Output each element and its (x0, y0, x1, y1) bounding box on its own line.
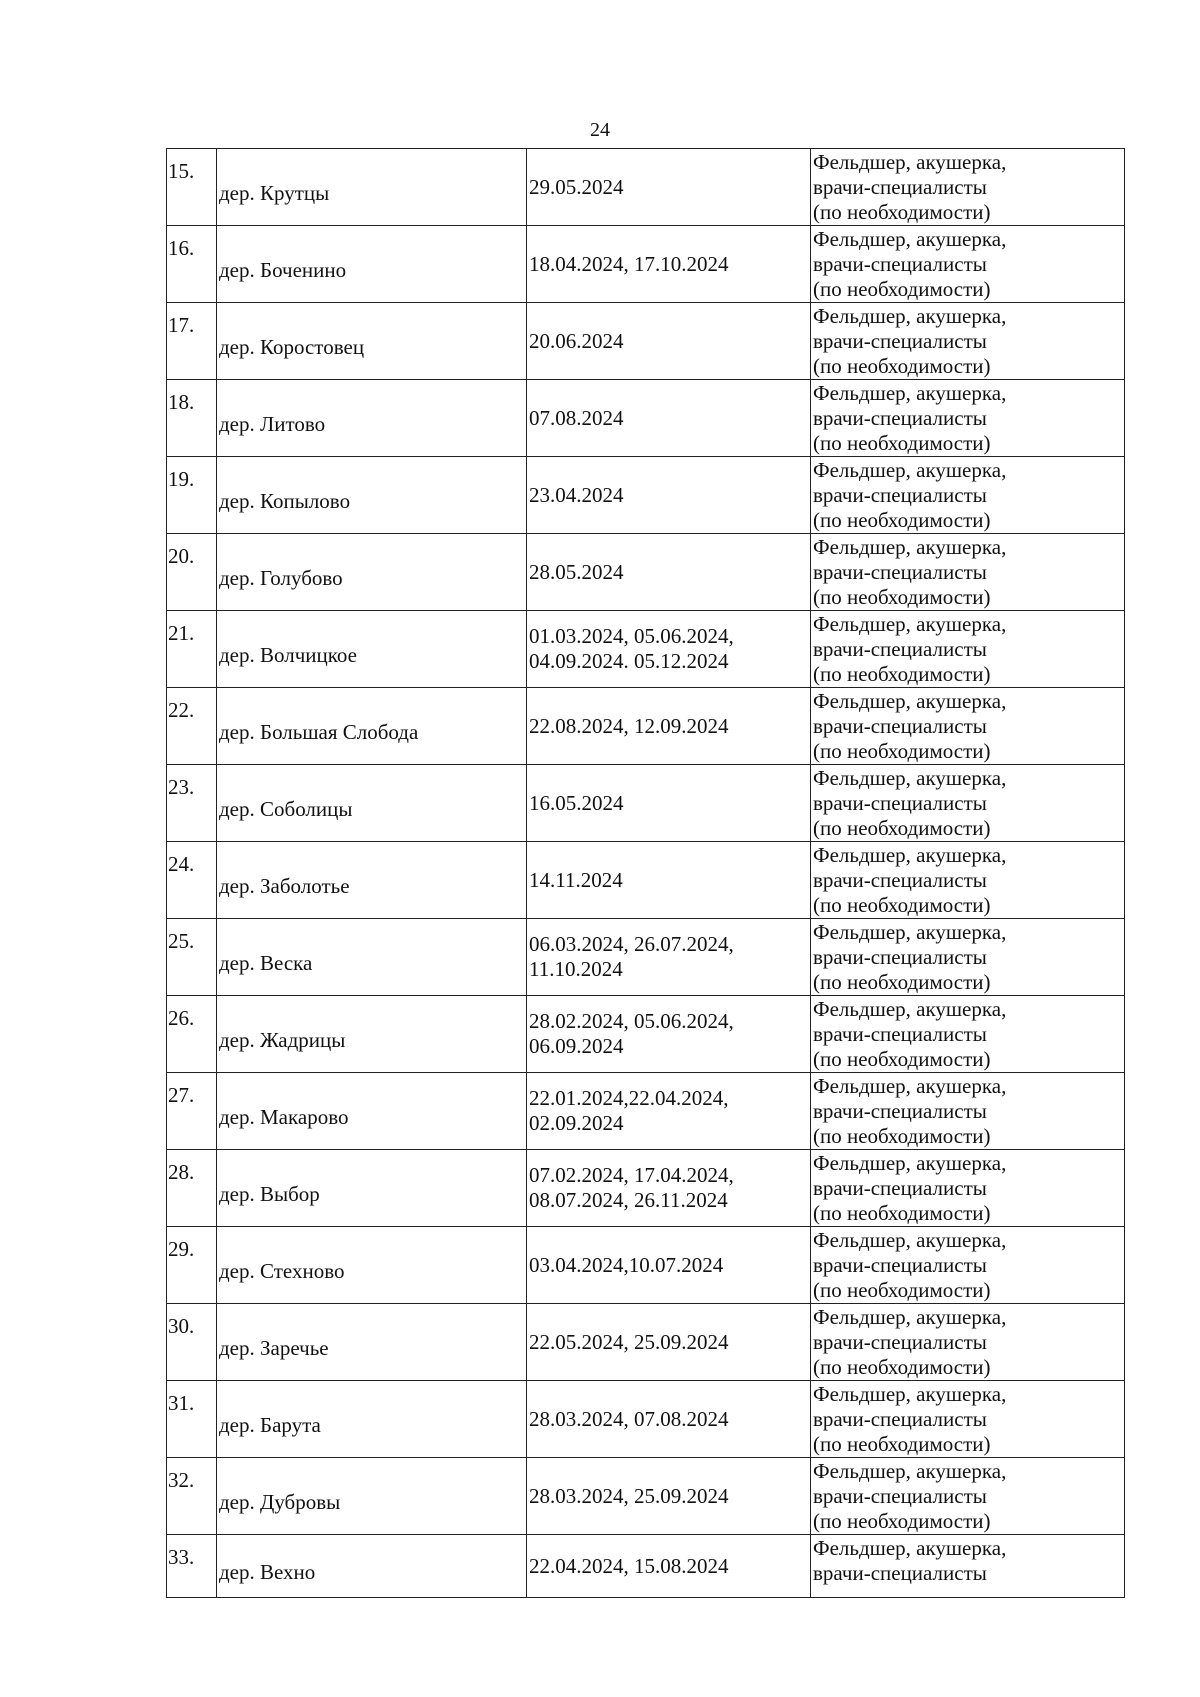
table-row (167, 1150, 1125, 1227)
visit-date-line: 22.08.2024, 12.09.2024 (529, 713, 729, 738)
staff-list (811, 688, 1125, 765)
staff-list (811, 842, 1125, 919)
staff-line: (по необходимости) (813, 970, 991, 994)
staff-line: Фельдшер, акушерка, (813, 304, 1007, 328)
staff-list (811, 919, 1125, 996)
table-row (167, 534, 1125, 611)
settlement-name: дер. Коростовец (217, 303, 527, 380)
visit-date-line: 08.07.2024, 26.11.2024 (529, 1188, 728, 1212)
settlement-name: дер. Макарово (217, 1073, 527, 1150)
staff-line: (по необходимости) (813, 585, 991, 609)
staff-line: Фельдшер, акушерка, (813, 1536, 1007, 1560)
staff-line: Фельдшер, акушерка, (813, 1228, 1007, 1252)
staff-line: врачи-специалисты (813, 1099, 987, 1123)
row-number: 28. (167, 1150, 217, 1227)
staff-list (811, 1535, 1125, 1598)
table-row (167, 842, 1125, 919)
staff-line: (по необходимости) (813, 1432, 991, 1456)
visit-date-line: 16.05.2024 (529, 790, 624, 815)
staff-line: (по необходимости) (813, 816, 991, 840)
table-row (167, 688, 1125, 765)
staff-list (811, 1150, 1125, 1227)
visit-date-line: 07.02.2024, 17.04.2024, (529, 1163, 734, 1187)
visit-date-line: 23.04.2024 (529, 482, 624, 507)
staff-line: Фельдшер, акушерка, (813, 997, 1007, 1021)
staff-line: врачи-специалисты (813, 637, 987, 661)
staff-line: врачи-специалисты (813, 1176, 987, 1200)
settlement-name: дер. Копылово (217, 457, 527, 534)
visit-date-line: 02.09.2024 (529, 1111, 624, 1135)
visit-date-line: 07.08.2024 (529, 405, 624, 430)
visit-dates (527, 1304, 811, 1381)
staff-line: (по необходимости) (813, 1355, 991, 1379)
staff-line: врачи-специалисты (813, 714, 987, 738)
staff-line: Фельдшер, акушерка, (813, 535, 1007, 559)
staff-line: (по необходимости) (813, 277, 991, 301)
settlement-name: дер. Крутцы (217, 149, 527, 226)
settlement-name: дер. Жадрицы (217, 996, 527, 1073)
staff-list (811, 1073, 1125, 1150)
staff-line: (по необходимости) (813, 1201, 991, 1225)
settlement-name: дер. Боченино (217, 226, 527, 303)
staff-list (811, 457, 1125, 534)
visit-dates (527, 765, 811, 842)
staff-line: врачи-специалисты (813, 1484, 987, 1508)
staff-line: (по необходимости) (813, 1509, 991, 1533)
staff-line: Фельдшер, акушерка, (813, 766, 1007, 790)
settlement-name: дер. Барута (217, 1381, 527, 1458)
settlement-name: дер. Вехно (217, 1535, 527, 1598)
row-number: 25. (167, 919, 217, 996)
staff-line: врачи-специалисты (813, 329, 987, 353)
schedule-table-body (167, 149, 1125, 1598)
staff-list (811, 611, 1125, 688)
staff-list (811, 1381, 1125, 1458)
row-number: 24. (167, 842, 217, 919)
staff-list (811, 303, 1125, 380)
staff-line: (по необходимости) (813, 662, 991, 686)
row-number: 26. (167, 996, 217, 1073)
settlement-name: дер. Стехново (217, 1227, 527, 1304)
staff-line: Фельдшер, акушерка, (813, 920, 1007, 944)
staff-list (811, 1227, 1125, 1304)
settlement-name: дер. Большая Слобода (217, 688, 527, 765)
row-number: 23. (167, 765, 217, 842)
visit-date-line: 03.04.2024,10.07.2024 (529, 1252, 724, 1277)
visit-dates (527, 842, 811, 919)
staff-line: (по необходимости) (813, 1047, 991, 1071)
visit-dates (527, 457, 811, 534)
settlement-name: дер. Соболицы (217, 765, 527, 842)
visit-dates (527, 303, 811, 380)
visit-dates (527, 611, 811, 688)
visit-date-line: 28.02.2024, 05.06.2024, (529, 1009, 734, 1033)
staff-line: Фельдшер, акушерка, (813, 381, 1007, 405)
staff-line: врачи-специалисты (813, 175, 987, 199)
row-number: 20. (167, 534, 217, 611)
visit-dates (527, 1535, 811, 1598)
settlement-name: дер. Дубровы (217, 1458, 527, 1535)
visit-date-line: 20.06.2024 (529, 328, 624, 353)
staff-line: врачи-специалисты (813, 945, 987, 969)
row-number: 18. (167, 380, 217, 457)
visit-dates (527, 226, 811, 303)
settlement-name: дер. Волчицкое (217, 611, 527, 688)
staff-line: врачи-специалисты (813, 406, 987, 430)
table-row (167, 1227, 1125, 1304)
staff-line: (по необходимости) (813, 739, 991, 763)
settlement-name: дер. Заболотье (217, 842, 527, 919)
visit-dates (527, 1150, 811, 1227)
settlement-name: дер. Заречье (217, 1304, 527, 1381)
visit-date-line: 06.03.2024, 26.07.2024, (529, 932, 734, 956)
visit-dates (527, 534, 811, 611)
staff-line: Фельдшер, акушерка, (813, 227, 1007, 251)
settlement-name: дер. Веска (217, 919, 527, 996)
visit-dates (527, 1073, 811, 1150)
staff-line: врачи-специалисты (813, 252, 987, 276)
table-row (167, 1381, 1125, 1458)
row-number: 33. (167, 1535, 217, 1598)
row-number: 30. (167, 1304, 217, 1381)
table-row (167, 919, 1125, 996)
visit-date-line: 28.05.2024 (529, 559, 624, 584)
staff-line: Фельдшер, акушерка, (813, 1151, 1007, 1175)
staff-line: Фельдшер, акушерка, (813, 1074, 1007, 1098)
visit-date-line: 06.09.2024 (529, 1034, 624, 1058)
staff-list (811, 996, 1125, 1073)
visit-dates (527, 149, 811, 226)
staff-line: Фельдшер, акушерка, (813, 689, 1007, 713)
visit-date-line: 22.01.2024,22.04.2024, (529, 1086, 729, 1110)
staff-line: Фельдшер, акушерка, (813, 1382, 1007, 1406)
visit-date-line: 11.10.2024 (529, 957, 623, 981)
table-row (167, 226, 1125, 303)
staff-list (811, 765, 1125, 842)
staff-line: Фельдшер, акушерка, (813, 612, 1007, 636)
row-number: 27. (167, 1073, 217, 1150)
row-number: 31. (167, 1381, 217, 1458)
table-row (167, 1535, 1125, 1598)
staff-line: врачи-специалисты (813, 791, 987, 815)
staff-list (811, 534, 1125, 611)
page-number: 24 (590, 119, 610, 141)
staff-line: (по необходимости) (813, 200, 991, 224)
staff-line: Фельдшер, акушерка, (813, 1305, 1007, 1329)
table-row (167, 1458, 1125, 1535)
visit-date-line: 28.03.2024, 25.09.2024 (529, 1483, 729, 1508)
table-row (167, 1073, 1125, 1150)
table-row (167, 457, 1125, 534)
staff-list (811, 1458, 1125, 1535)
visit-date-line: 29.05.2024 (529, 174, 624, 199)
visit-date-line: 04.09.2024. 05.12.2024 (529, 649, 729, 673)
staff-line: (по необходимости) (813, 893, 991, 917)
visit-dates (527, 1227, 811, 1304)
staff-line: врачи-специалисты (813, 1561, 987, 1585)
visit-dates (527, 919, 811, 996)
staff-line: (по необходимости) (813, 1278, 991, 1302)
row-number: 21. (167, 611, 217, 688)
staff-line: (по необходимости) (813, 1124, 991, 1148)
staff-line: врачи-специалисты (813, 1022, 987, 1046)
staff-line: врачи-специалисты (813, 1253, 987, 1277)
staff-line: врачи-специалисты (813, 1330, 987, 1354)
row-number: 29. (167, 1227, 217, 1304)
staff-line: Фельдшер, акушерка, (813, 150, 1007, 174)
visit-dates (527, 688, 811, 765)
visit-date-line: 14.11.2024 (529, 867, 623, 892)
table-row (167, 149, 1125, 226)
table-row (167, 1304, 1125, 1381)
staff-list (811, 1304, 1125, 1381)
settlement-name: дер. Литово (217, 380, 527, 457)
settlement-name: дер. Голубово (217, 534, 527, 611)
schedule-table (166, 148, 1125, 1598)
staff-line: (по необходимости) (813, 431, 991, 455)
table-row (167, 611, 1125, 688)
row-number: 16. (167, 226, 217, 303)
visit-dates (527, 996, 811, 1073)
staff-line: врачи-специалисты (813, 1407, 987, 1431)
staff-line: врачи-специалисты (813, 483, 987, 507)
staff-line: врачи-специалисты (813, 868, 987, 892)
row-number: 15. (167, 149, 217, 226)
table-row (167, 996, 1125, 1073)
staff-line: Фельдшер, акушерка, (813, 458, 1007, 482)
staff-line: (по необходимости) (813, 354, 991, 378)
row-number: 32. (167, 1458, 217, 1535)
row-number: 22. (167, 688, 217, 765)
visit-date-line: 22.04.2024, 15.08.2024 (529, 1553, 729, 1578)
staff-list (811, 226, 1125, 303)
row-number: 17. (167, 303, 217, 380)
visit-date-line: 22.05.2024, 25.09.2024 (529, 1329, 729, 1354)
staff-list (811, 149, 1125, 226)
table-row (167, 303, 1125, 380)
row-number: 19. (167, 457, 217, 534)
staff-line: врачи-специалисты (813, 560, 987, 584)
table-row (167, 765, 1125, 842)
visit-dates (527, 1381, 811, 1458)
visit-dates (527, 1458, 811, 1535)
staff-line: Фельдшер, акушерка, (813, 843, 1007, 867)
visit-date-line: 18.04.2024, 17.10.2024 (529, 251, 729, 276)
visit-date-line: 01.03.2024, 05.06.2024, (529, 624, 734, 648)
staff-line: Фельдшер, акушерка, (813, 1459, 1007, 1483)
visit-date-line: 28.03.2024, 07.08.2024 (529, 1406, 729, 1431)
settlement-name: дер. Выбор (217, 1150, 527, 1227)
visit-dates (527, 380, 811, 457)
staff-line: (по необходимости) (813, 508, 991, 532)
table-row (167, 380, 1125, 457)
staff-list (811, 380, 1125, 457)
